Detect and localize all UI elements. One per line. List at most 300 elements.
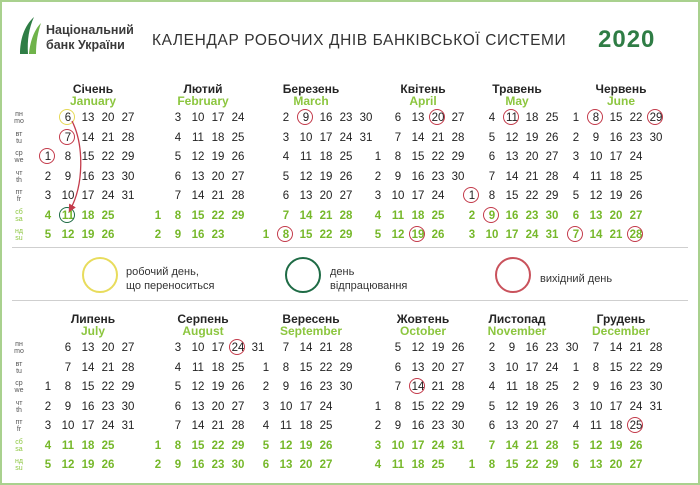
day-cell: 22 — [319, 229, 333, 241]
day-cell: 27 — [545, 420, 559, 432]
day-cell: 16 — [191, 459, 205, 471]
month-january — [38, 82, 148, 252]
day-cell: 11 — [391, 209, 405, 222]
day-cell: 2 — [572, 131, 580, 144]
day-cell: 3 — [44, 420, 52, 432]
day-cell: 24 — [431, 190, 445, 202]
day-cell: 23 — [629, 381, 643, 393]
legend-worked-line1: день — [330, 266, 355, 278]
day-cell: 8 — [488, 190, 496, 202]
day-cell: 18 — [525, 112, 539, 124]
day-cell: 28 — [626, 226, 646, 244]
day-cell: 20 — [101, 342, 115, 354]
day-cell: 14 — [609, 342, 623, 354]
weekday-ua: пн — [15, 111, 23, 118]
day-cell: 12 — [299, 170, 313, 183]
day-cell: 8 — [586, 109, 606, 127]
day-cell: 19 — [525, 400, 539, 413]
day-cell: 1 — [38, 148, 58, 166]
day-cell: 10 — [505, 361, 519, 374]
day-cell: 27 — [545, 151, 559, 163]
bank-name-line2: банк України — [46, 38, 125, 52]
day-cell: 20 — [428, 109, 448, 127]
day-cell: 17 — [211, 342, 225, 354]
day-cell: 25 — [339, 151, 353, 163]
day-cell: 12 — [61, 229, 75, 241]
day-cell: 13 — [299, 190, 313, 202]
weekday-ua: чт — [15, 399, 23, 407]
day-cell: 21 — [609, 229, 623, 241]
weekday-label-fr — [12, 419, 26, 433]
day-cell: 25 — [545, 381, 559, 393]
day-cell: 6 — [488, 151, 496, 163]
day-cell: 17 — [81, 190, 95, 202]
day-cell: 5 — [374, 229, 382, 241]
weekday-ua: ср — [15, 150, 23, 157]
day-cell: 29 — [231, 439, 245, 452]
day-cell: 3 — [488, 361, 496, 374]
day-cell: 9 — [394, 420, 402, 432]
day-cell: 28 — [231, 420, 245, 432]
header — [0, 0, 700, 62]
day-cell: 27 — [231, 400, 245, 413]
day-cell: 30 — [649, 131, 663, 144]
day-cell: 9 — [592, 381, 600, 393]
day-cell: 21 — [101, 361, 115, 374]
day-cell: 25 — [545, 112, 559, 124]
day-cell: 7 — [282, 342, 290, 354]
day-cell: 15 — [505, 190, 519, 202]
month-name-en: April — [409, 94, 437, 108]
month-february — [148, 82, 258, 252]
day-cell: 15 — [505, 459, 519, 471]
day-cell: 19 — [408, 226, 428, 244]
day-cell: 27 — [121, 112, 135, 124]
day-cell: 2 — [488, 342, 496, 354]
month-name-ua: Квітень — [400, 82, 446, 96]
day-cell: 7 — [394, 131, 402, 144]
day-cell: 16 — [609, 131, 623, 144]
legend-moved-line1: робочий день, — [126, 266, 199, 278]
day-cell: 7 — [174, 190, 182, 202]
day-cell: 19 — [81, 459, 95, 471]
day-cell: 9 — [174, 229, 182, 241]
day-cell: 1 — [468, 459, 476, 471]
day-cell: 8 — [276, 226, 296, 244]
day-cell: 4 — [572, 170, 580, 183]
day-cell: 15 — [299, 229, 313, 241]
day-cell: 23 — [319, 381, 333, 393]
day-cell: 26 — [101, 229, 115, 241]
day-cell: 28 — [231, 190, 245, 202]
day-cell: 18 — [81, 439, 95, 452]
day-cell: 31 — [451, 439, 465, 452]
day-cell: 12 — [191, 151, 205, 163]
day-cell: 14 — [505, 170, 519, 183]
day-cell: 5 — [262, 439, 270, 452]
day-cell: 8 — [64, 151, 72, 163]
day-cell: 26 — [545, 131, 559, 144]
weekday-en: sa — [15, 445, 23, 453]
day-cell: 19 — [319, 170, 333, 183]
day-cell: 17 — [525, 361, 539, 374]
weekday-label-mo — [12, 111, 26, 125]
weekday-ua: чт — [15, 169, 23, 177]
day-cell: 15 — [191, 439, 205, 452]
day-cell: 6 — [262, 459, 270, 471]
day-cell: 13 — [191, 400, 205, 413]
day-cell: 22 — [431, 151, 445, 163]
month-name-ua: Лютий — [183, 82, 223, 96]
day-cell: 25 — [101, 209, 115, 222]
day-cell: 12 — [589, 439, 603, 452]
month-name-en: December — [591, 324, 651, 338]
day-cell: 2 — [154, 459, 162, 471]
day-cell: 24 — [431, 439, 445, 452]
day-cell: 18 — [609, 170, 623, 183]
day-cell: 2 — [374, 420, 382, 432]
weekday-label-sa — [12, 439, 26, 453]
weekday-label-tu — [12, 131, 26, 145]
legend-divider-bottom — [12, 300, 688, 301]
day-cell: 25 — [629, 170, 643, 183]
day-cell: 18 — [81, 209, 95, 222]
day-cell: 25 — [431, 459, 445, 471]
day-cell: 13 — [505, 420, 519, 432]
day-cell: 9 — [282, 381, 290, 393]
day-cell: 1 — [374, 400, 382, 413]
weekday-ua: нд — [15, 228, 23, 235]
day-cell: 19 — [431, 342, 445, 354]
day-cell: 26 — [629, 439, 643, 452]
month-name-ua: Серпень — [177, 312, 229, 326]
legend-worked-line2: відпрацювання — [330, 280, 408, 292]
day-cell: 18 — [319, 151, 333, 163]
day-cell: 6 — [282, 190, 290, 202]
weekday-ua: вт — [15, 360, 23, 368]
day-cell: 4 — [282, 151, 290, 163]
day-cell: 26 — [431, 229, 445, 241]
day-cell: 29 — [121, 151, 135, 163]
day-cell: 9 — [64, 400, 72, 413]
day-cell: 22 — [101, 151, 115, 163]
day-cell: 8 — [64, 381, 72, 393]
day-cell: 30 — [231, 459, 245, 471]
day-cell: 9 — [296, 109, 316, 127]
day-cell: 27 — [629, 459, 643, 471]
day-cell: 23 — [525, 209, 539, 222]
day-cell: 8 — [174, 439, 182, 452]
month-june — [566, 82, 676, 252]
month-name-en: January — [69, 94, 117, 108]
day-cell: 27 — [339, 190, 353, 202]
day-cell: 9 — [174, 459, 182, 471]
day-cell: 30 — [121, 170, 135, 183]
legend-worked-ring-icon — [285, 257, 321, 293]
day-cell: 24 — [101, 190, 115, 202]
day-cell: 26 — [545, 400, 559, 413]
day-cell: 5 — [174, 151, 182, 163]
day-cell: 27 — [231, 170, 245, 183]
weekday-ua: ср — [15, 380, 23, 387]
day-cell: 21 — [629, 342, 643, 354]
day-cell: 6 — [572, 459, 580, 471]
month-name-ua: Січень — [72, 82, 114, 96]
day-cell: 30 — [545, 209, 559, 222]
day-cell: 15 — [81, 151, 95, 163]
day-cell: 6 — [174, 400, 182, 413]
day-cell: 19 — [525, 131, 539, 144]
day-cell: 10 — [589, 151, 603, 163]
weekday-en: tu — [16, 137, 22, 145]
day-cell: 28 — [545, 170, 559, 183]
day-cell: 6 — [572, 209, 580, 222]
day-cell: 5 — [488, 131, 496, 144]
day-cell: 4 — [488, 381, 496, 393]
day-cell: 19 — [211, 381, 225, 393]
weekday-label-sa — [12, 209, 26, 223]
day-cell: 29 — [339, 229, 353, 241]
day-cell: 12 — [505, 131, 519, 144]
bank-name-line1: Національний — [46, 23, 134, 37]
day-cell: 23 — [101, 170, 115, 183]
day-cell: 7 — [592, 342, 600, 354]
day-cell: 5 — [394, 342, 402, 354]
weekday-ua: сб — [15, 208, 23, 216]
day-cell: 17 — [411, 190, 425, 202]
day-cell: 11 — [192, 361, 204, 374]
day-cell: 23 — [431, 170, 445, 183]
day-cell: 22 — [211, 439, 225, 452]
day-cell: 13 — [411, 361, 425, 374]
day-cell: 21 — [525, 439, 539, 452]
day-cell: 3 — [44, 190, 52, 202]
weekday-ua: пт — [15, 189, 23, 196]
month-name-ua: Листопад — [488, 312, 546, 326]
day-cell: 11 — [58, 207, 78, 225]
day-cell: 31 — [121, 420, 135, 432]
day-cell: 10 — [589, 400, 603, 413]
day-cell: 9 — [64, 170, 72, 183]
day-cell: 5 — [282, 170, 290, 183]
day-cell: 4 — [262, 420, 270, 432]
day-cell: 4 — [374, 459, 382, 471]
month-september — [256, 312, 366, 482]
day-cell: 4 — [174, 131, 182, 144]
day-cell: 12 — [279, 439, 293, 452]
legend-moved-line2: що переноситься — [126, 280, 215, 292]
day-cell: 1 — [462, 187, 482, 205]
day-cell: 29 — [451, 151, 465, 163]
day-cell: 13 — [589, 209, 603, 222]
month-name-en: February — [177, 94, 229, 108]
day-cell: 24 — [231, 112, 245, 124]
day-cell: 24 — [545, 361, 559, 374]
day-cell: 25 — [626, 417, 646, 435]
day-cell: 16 — [525, 342, 539, 354]
day-cell: 21 — [431, 381, 445, 393]
day-cell: 18 — [609, 420, 623, 432]
day-cell: 5 — [44, 229, 52, 241]
month-name-en: June — [606, 94, 635, 108]
day-cell: 10 — [279, 400, 293, 413]
day-cell: 24 — [101, 420, 115, 432]
day-cell: 20 — [299, 459, 313, 471]
day-cell: 29 — [646, 109, 666, 127]
day-cell: 25 — [319, 420, 333, 432]
day-cell: 25 — [101, 439, 115, 452]
day-cell: 28 — [339, 209, 353, 222]
day-cell: 24 — [629, 151, 643, 163]
day-cell: 16 — [609, 381, 623, 393]
day-cell: 12 — [589, 190, 603, 202]
day-cell: 23 — [211, 229, 225, 241]
day-cell: 13 — [81, 112, 95, 124]
day-cell: 4 — [572, 420, 580, 432]
day-cell: 22 — [525, 190, 539, 202]
day-cell: 28 — [649, 342, 663, 354]
day-cell: 1 — [572, 112, 580, 124]
day-cell: 17 — [319, 131, 333, 144]
weekday-ua: пн — [15, 341, 23, 348]
day-cell: 7 — [566, 226, 586, 244]
day-cell: 12 — [191, 381, 205, 393]
day-cell: 20 — [431, 361, 445, 374]
day-cell: 1 — [572, 361, 580, 374]
day-cell: 8 — [282, 361, 290, 374]
weekday-label-we — [12, 380, 26, 394]
day-cell: 29 — [121, 381, 135, 393]
day-cell: 25 — [231, 361, 245, 374]
day-cell: 27 — [451, 361, 465, 374]
nbu-logo-icon — [14, 14, 44, 58]
weekday-en: mo — [14, 118, 24, 125]
day-cell: 19 — [211, 151, 225, 163]
day-cell: 20 — [211, 400, 225, 413]
day-cell: 20 — [211, 170, 225, 183]
day-cell: 29 — [451, 400, 465, 413]
month-july — [38, 312, 148, 482]
weekday-en: we — [14, 387, 24, 394]
day-cell: 23 — [339, 112, 353, 124]
day-cell: 18 — [411, 459, 425, 471]
day-cell: 14 — [81, 361, 95, 374]
month-august — [148, 312, 265, 482]
day-cell: 10 — [391, 190, 405, 202]
day-cell: 19 — [299, 439, 313, 452]
day-cell: 6 — [64, 342, 72, 354]
weekday-ua: сб — [15, 438, 23, 446]
month-may — [462, 82, 572, 252]
day-cell: 1 — [262, 229, 270, 241]
day-cell: 18 — [525, 381, 539, 393]
day-cell: 8 — [394, 400, 402, 413]
day-cell: 9 — [508, 342, 516, 354]
day-cell: 3 — [262, 400, 270, 413]
day-cell: 10 — [391, 439, 405, 452]
weekday-en: we — [14, 157, 24, 164]
day-cell: 16 — [319, 112, 333, 124]
day-cell: 6 — [394, 112, 402, 124]
day-cell: 30 — [121, 400, 135, 413]
day-cell: 14 — [299, 342, 313, 354]
day-cell: 24 — [228, 339, 248, 357]
day-cell: 14 — [411, 131, 425, 144]
day-cell: 8 — [174, 209, 182, 222]
day-cell: 2 — [44, 400, 52, 413]
weekday-en: su — [15, 235, 23, 242]
day-cell: 17 — [609, 151, 623, 163]
day-cell: 23 — [431, 420, 445, 432]
day-cell: 2 — [262, 381, 270, 393]
legend-divider-top — [12, 247, 688, 248]
day-cell: 29 — [231, 209, 245, 222]
day-cell: 22 — [319, 361, 333, 374]
day-cell: 11 — [391, 459, 405, 471]
day-cell: 11 — [590, 170, 602, 183]
day-cell: 1 — [374, 151, 382, 163]
day-cell: 29 — [649, 361, 663, 374]
day-cell: 30 — [359, 112, 373, 124]
day-cell: 5 — [44, 459, 52, 471]
day-cell: 26 — [231, 381, 245, 393]
day-cell: 7 — [488, 170, 496, 183]
day-cell: 7 — [174, 420, 182, 432]
day-cell: 17 — [411, 439, 425, 452]
day-cell: 28 — [545, 439, 559, 452]
month-name-en: November — [487, 324, 547, 338]
day-cell: 7 — [58, 129, 78, 147]
weekday-label-we — [12, 150, 26, 164]
day-cell: 25 — [231, 131, 245, 144]
day-cell: 8 — [488, 459, 496, 471]
legend-holiday-text: вихідний день — [540, 273, 613, 285]
day-cell: 30 — [565, 342, 579, 354]
day-cell: 20 — [525, 151, 539, 163]
month-name-en: March — [293, 94, 329, 108]
day-cell: 10 — [191, 342, 205, 354]
day-cell: 16 — [505, 209, 519, 222]
day-cell: 14 — [589, 229, 603, 241]
legend-moved-text — [126, 265, 214, 293]
day-cell: 7 — [488, 439, 496, 452]
month-name-en: August — [182, 324, 224, 338]
day-cell: 11 — [300, 151, 312, 163]
day-cell: 19 — [609, 190, 623, 202]
day-cell: 31 — [649, 400, 663, 413]
month-name-ua: Травень — [492, 82, 542, 96]
day-cell: 3 — [374, 190, 382, 202]
day-cell: 4 — [44, 209, 52, 222]
day-cell: 14 — [299, 209, 313, 222]
month-name-ua: Жовтень — [396, 312, 450, 326]
day-cell: 19 — [81, 229, 95, 241]
month-march — [256, 82, 373, 252]
day-cell: 27 — [121, 342, 135, 354]
day-cell: 16 — [191, 229, 205, 241]
day-cell: 13 — [191, 170, 205, 183]
weekday-en: su — [15, 465, 23, 472]
day-cell: 14 — [191, 420, 205, 432]
day-cell: 4 — [44, 439, 52, 452]
day-cell: 21 — [431, 131, 445, 144]
day-cell: 16 — [299, 381, 313, 393]
day-cell: 15 — [299, 361, 313, 374]
month-name-en: May — [505, 94, 529, 108]
day-cell: 30 — [339, 381, 353, 393]
weekday-label-th — [12, 170, 26, 184]
day-cell: 29 — [545, 190, 559, 202]
